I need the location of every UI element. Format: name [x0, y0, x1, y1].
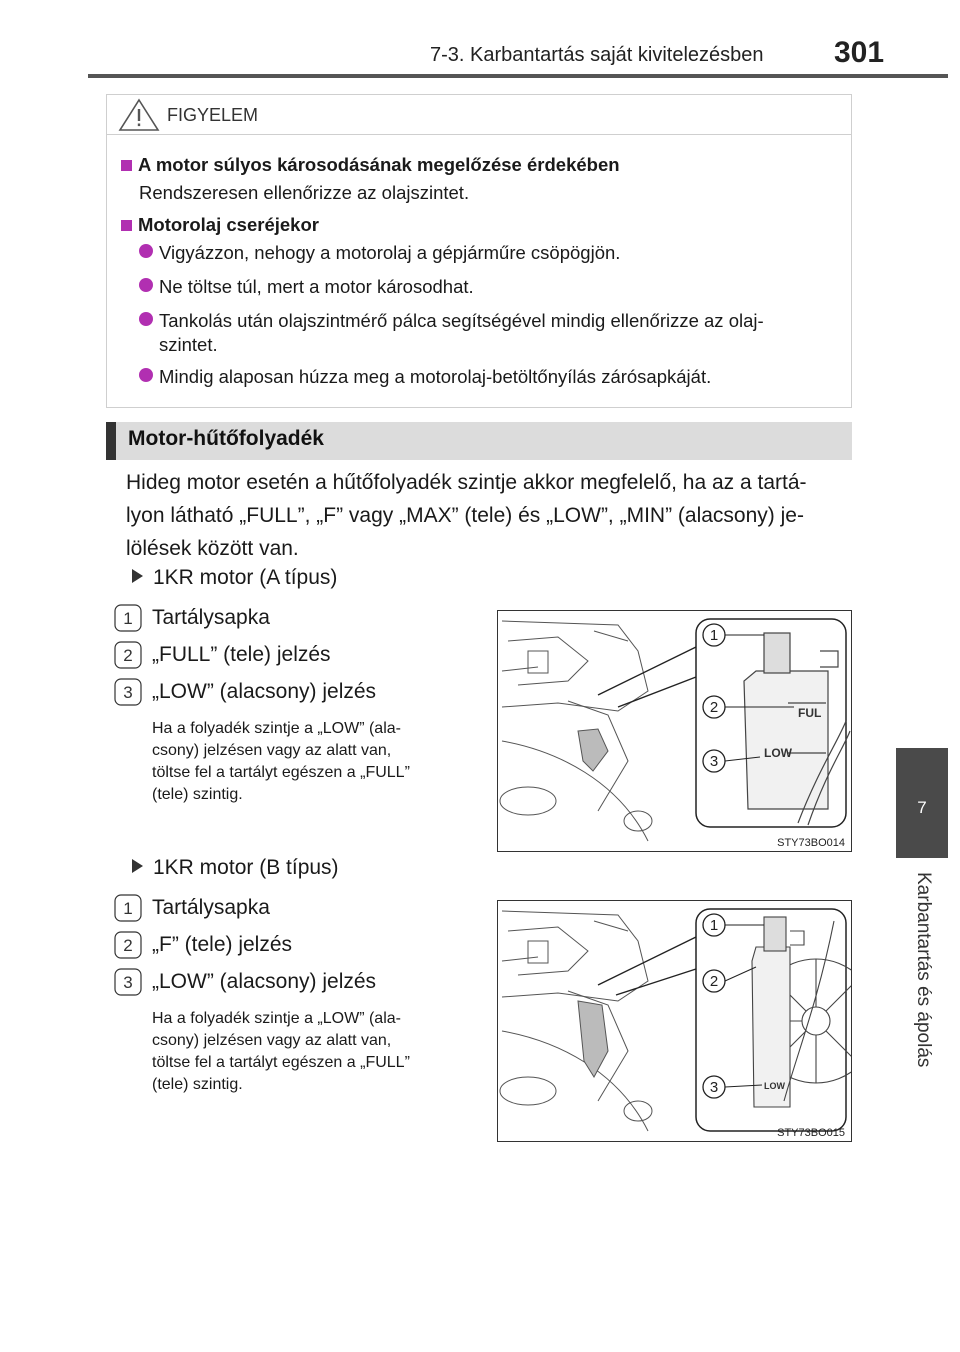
tank-full-mark: FUL [798, 706, 822, 720]
section-title: Motor-hűtőfolyadék [128, 427, 324, 450]
square-bullet-icon [121, 160, 132, 171]
section-header-title: 7-3. Karbantartás saját kivitelezésben [430, 44, 764, 66]
badge-number: 2 [123, 936, 133, 955]
note-text-a: Ha a folyadék szintje a „LOW” (ala- csony) jelzésen vagy az alatt van, töltse fel a tartályt egészen a „FULL” (tele) szintig. [152, 720, 410, 803]
figure-callout: 3 [709, 1079, 719, 1096]
badge-number: 1 [123, 609, 133, 628]
intro-paragraph [126, 466, 856, 565]
badge-number: 3 [123, 973, 133, 992]
section-accent [106, 422, 116, 460]
item-number-badge [114, 968, 142, 996]
tank-low-mark: LOW [764, 746, 792, 760]
item-label: „LOW” (alacsony) jelzés [152, 970, 377, 993]
figure-callout: 2 [709, 699, 719, 716]
chapter-number: 7 [917, 798, 927, 817]
warning-box [106, 94, 852, 408]
page-number: 301 [834, 36, 885, 69]
figure-code: STY73BO014 [777, 837, 845, 849]
round-bullet-icon [139, 368, 153, 382]
warning-triangle-icon [117, 97, 161, 133]
chapter-tab [896, 748, 948, 858]
round-bullet-icon [139, 244, 153, 258]
badge-number: 2 [123, 646, 133, 665]
square-bullet-icon [121, 220, 132, 231]
item-number-badge [114, 678, 142, 706]
warning-header [107, 95, 851, 135]
warning-bullet-3-cont: szintet. [159, 334, 218, 355]
item-number-badge [114, 604, 142, 632]
chapter-title-vertical: Karbantartás és ápolás [913, 872, 934, 1068]
engine-bay-illustration [498, 901, 852, 1142]
badge-number: 1 [123, 899, 133, 918]
item-label: Tartálysapka [152, 606, 270, 629]
item-label: „F” (tele) jelzés [152, 933, 293, 956]
figure-callout: 2 [709, 973, 719, 990]
warning-label: FIGYELEM [167, 105, 259, 125]
warning-section-1-text: Rendszeresen ellenőrizze az olajszintet. [139, 182, 470, 203]
badge-number: 3 [123, 683, 133, 702]
section-heading-bar [106, 422, 852, 460]
item-label: „FULL” (tele) jelzés [152, 643, 331, 666]
tank-low-mark: LOW [764, 1081, 785, 1091]
arrow-bullet-icon [132, 859, 143, 873]
motor-heading-b: 1KR motor (B típus) [132, 856, 339, 880]
warning-bullet-4: Mindig alaposan húzza meg a motorolaj-betöltőnyílás zárósapkáját. [159, 363, 711, 390]
item-number-badge [114, 641, 142, 669]
warning-section-2-title: Motorolaj cseréjekor [121, 211, 319, 238]
figure-callout: 1 [709, 917, 719, 934]
intro-line-1: Hideg motor esetén a hűtőfolyadék szintje akkor megfelelő, ha az a tartá- [126, 471, 807, 494]
motor-heading-a: 1KR motor (A típus) [132, 566, 337, 590]
arrow-bullet-icon [132, 569, 143, 583]
figure-coolant-tank-a [497, 610, 852, 852]
item-label: „LOW” (alacsony) jelzés [152, 680, 377, 703]
round-bullet-icon [139, 278, 153, 292]
engine-bay-illustration [498, 611, 852, 852]
item-label: Tartálysapka [152, 896, 270, 919]
item-number-badge [114, 894, 142, 922]
figure-callout: 1 [709, 627, 719, 644]
warning-section-1-title: A motor súlyos károsodásának megelőzése érdekében [121, 151, 620, 178]
round-bullet-icon [139, 312, 153, 326]
note-text-b: Ha a folyadék szintje a „LOW” (ala- csony) jelzésen vagy az alatt van, töltse fel a tartályt egészen a „FULL” (tele) szintig. [152, 1010, 410, 1093]
intro-line-3: lölések között van. [126, 537, 299, 560]
figure-coolant-tank-b [497, 900, 852, 1142]
header-rule [88, 74, 948, 78]
warning-bullet-2: Ne töltse túl, mert a motor károsodhat. [159, 273, 474, 300]
warning-bullet-3: Tankolás után olajszintmérő pálca segítségével mindig ellenőrizze az olaj- [159, 307, 764, 334]
intro-line-2: lyon látható „FULL”, „F” vagy „MAX” (tele) és „LOW”, „MIN” (alacsony) je- [126, 504, 804, 527]
item-number-badge [114, 931, 142, 959]
figure-callout: 3 [709, 753, 719, 770]
warning-bullet-1: Vigyázzon, nehogy a motorolaj a gépjárműre csöpögjön. [159, 239, 620, 266]
figure-code: STY73BO015 [777, 1127, 845, 1139]
